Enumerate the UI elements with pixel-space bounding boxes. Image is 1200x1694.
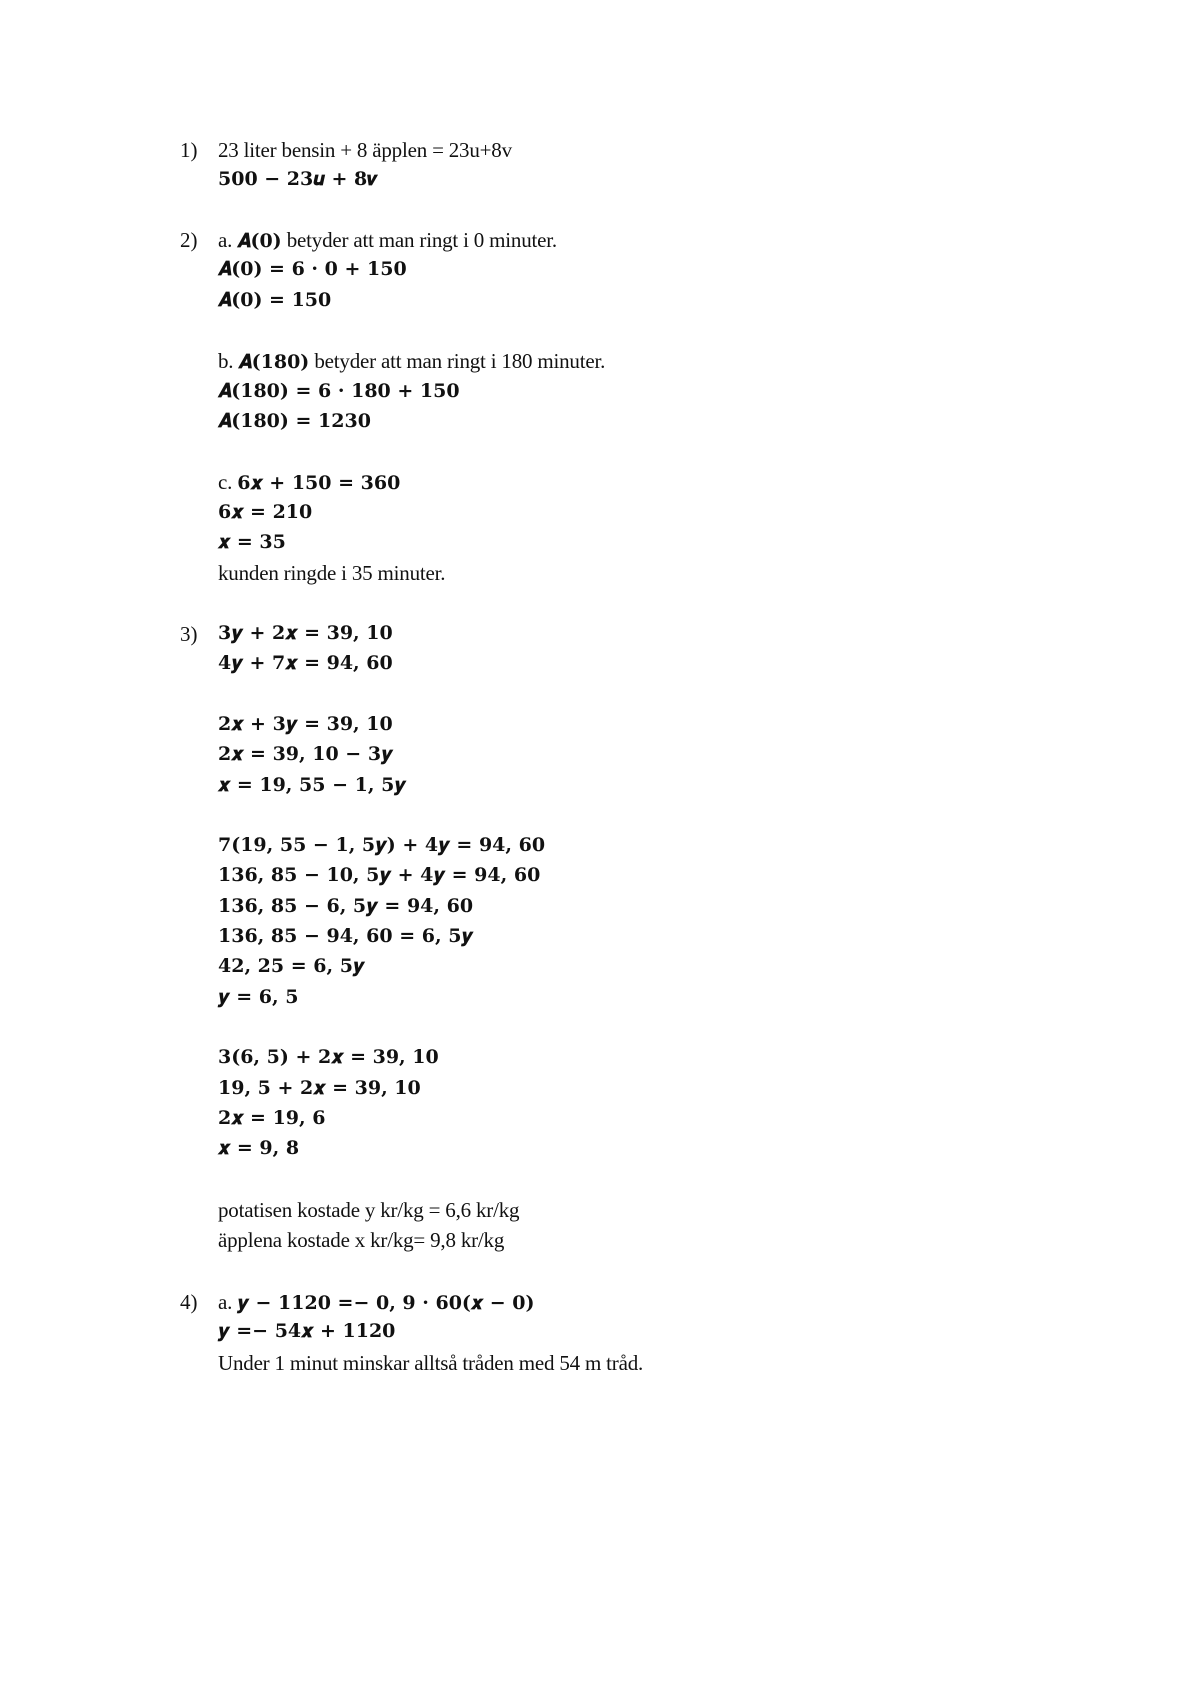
equation-line: 𝑨(0) = 6 · 0 + 150 bbox=[218, 258, 407, 281]
line-suffix: betyder att man ringt i 0 minuter. bbox=[281, 228, 557, 252]
equation-line: 500 − 23𝒖 + 8𝒗 bbox=[218, 168, 378, 191]
equation-line: 3(6, 5) + 2𝒙 = 39, 10 bbox=[218, 1046, 439, 1069]
equation-line: 2𝒙 = 39, 10 − 3𝒚 bbox=[218, 743, 393, 766]
line-prefix: a. bbox=[218, 1290, 238, 1314]
equation-line: 𝒚 = 6, 5 bbox=[218, 985, 299, 1008]
equation-line: 136, 85 − 10, 5𝒚 + 4𝒚 = 94, 60 bbox=[218, 864, 541, 887]
question-number: 2) bbox=[180, 228, 198, 252]
equation-line: 𝑨(180) = 6 · 180 + 150 bbox=[218, 379, 460, 402]
inline-equation: 𝒚 − 1120 =− 0, 9 · 60(𝒙 − 0) bbox=[237, 1292, 535, 1314]
equation-line: 𝑨(180) = 1230 bbox=[218, 409, 371, 432]
text-line: kunden ringde i 35 minuter. bbox=[218, 561, 446, 586]
equation-line: 𝒚 =− 54𝒙 + 1120 bbox=[218, 1320, 396, 1343]
equation-line: 4𝒚 + 7𝒙 = 94, 60 bbox=[218, 652, 393, 675]
equation-line: 𝒙 = 35 bbox=[218, 531, 286, 553]
mixed-line bbox=[218, 470, 400, 495]
text-line: 23 liter bensin + 8 äpplen = 23u+8v bbox=[218, 138, 512, 162]
equation-line: 𝒙 = 9, 8 bbox=[218, 1137, 300, 1160]
question-number: 1) bbox=[180, 138, 198, 162]
line-prefix: c. bbox=[218, 470, 238, 495]
inline-equation: 6𝒙 + 150 = 360 bbox=[237, 472, 401, 495]
equation-line: 2𝒙 = 19, 6 bbox=[218, 1106, 326, 1129]
question-number: 4) bbox=[180, 1290, 198, 1314]
equation-line: 2𝒙 + 3𝒚 = 39, 10 bbox=[218, 712, 393, 735]
equation-line: 42, 25 = 6, 5𝒚 bbox=[218, 955, 365, 978]
text-line: potatisen kostade y kr/kg = 6,6 kr/kg bbox=[218, 1197, 520, 1222]
text-line: äpplena kostade x kr/kg= 9,8 kr/kg bbox=[218, 1228, 505, 1252]
equation-line: 𝒙 = 19, 55 − 1, 5𝒚 bbox=[218, 773, 406, 796]
line-prefix: b. bbox=[218, 349, 239, 374]
question-number: 3) bbox=[180, 622, 198, 646]
line-prefix: a. bbox=[218, 228, 238, 252]
inline-equation: 𝑨(0) bbox=[237, 230, 282, 252]
equation-line: 19, 5 + 2𝒙 = 39, 10 bbox=[218, 1076, 421, 1099]
equation-line: 𝑨(0) = 150 bbox=[218, 288, 332, 311]
equation-line: 7(19, 55 − 1, 5𝒚) + 4𝒚 = 94, 60 bbox=[218, 834, 546, 857]
inline-equation: 𝑨(180) bbox=[238, 351, 310, 374]
equation-line: 136, 85 − 6, 5𝒚 = 94, 60 bbox=[218, 894, 474, 917]
text-line: Under 1 minut minskar alltså tråden med 54 m tråd. bbox=[218, 1350, 644, 1375]
equation-line: 6𝒙 = 210 bbox=[218, 500, 313, 523]
mixed-line bbox=[218, 349, 605, 374]
mixed-line bbox=[218, 228, 557, 253]
line-suffix: betyder att man ringt i 180 minuter. bbox=[309, 349, 606, 374]
mixed-line bbox=[218, 1290, 535, 1315]
equation-line: 3𝒚 + 2𝒙 = 39, 10 bbox=[218, 622, 393, 644]
equation-line: 136, 85 − 94, 60 = 6, 5𝒚 bbox=[218, 925, 474, 947]
